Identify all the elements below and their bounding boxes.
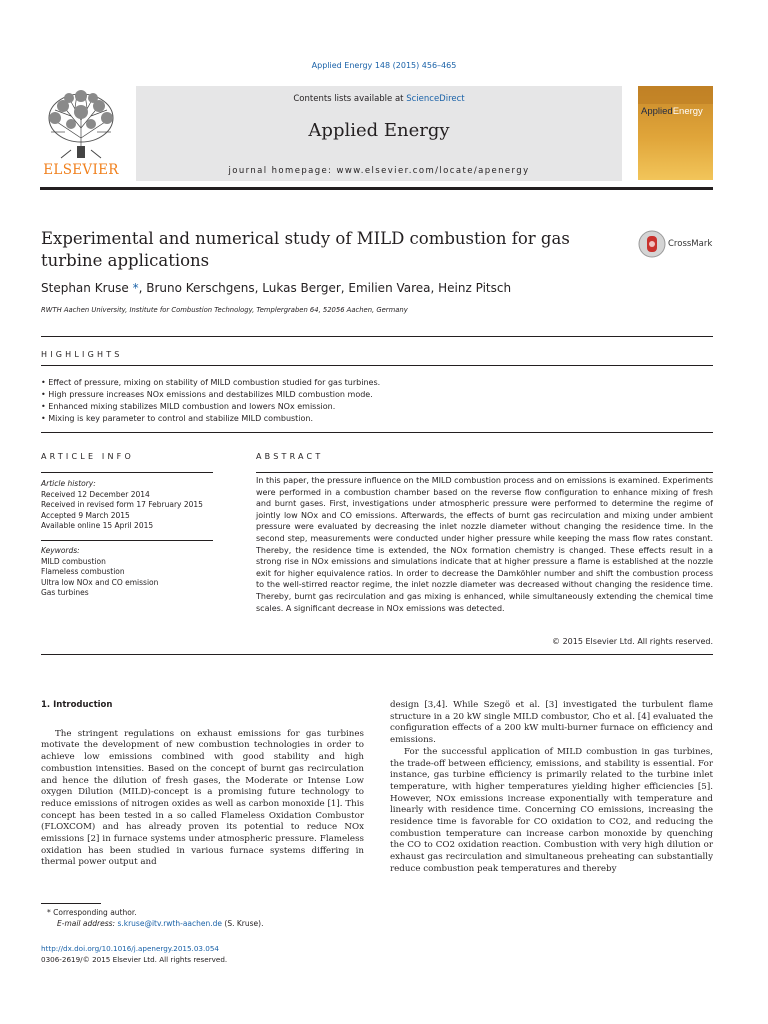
- issn-line: 0306-2619/© 2015 Elsevier Ltd. All rights reserved.: [41, 955, 228, 964]
- keywords-rule: [41, 540, 213, 541]
- doi-link[interactable]: http://dx.doi.org/10.1016/j.apenergy.2015.03.054: [41, 944, 219, 953]
- email-line: E-mail address: s.kruse@itv.rwth-aachen.de (S. Kruse).: [57, 919, 264, 928]
- highlights-rule-top: [41, 336, 713, 337]
- body-paragraph: design [3,4]. While Szegö et al. [3] investigated the turbulent flame structure in a 20 kW single MILD combustor, Cho et al. [4] evaluated the configuration effects of a 200 kW multi-burner furnace on efficiency and emissions.: [390, 700, 713, 746]
- email-link[interactable]: s.kruse@itv.rwth-aachen.de: [117, 919, 223, 928]
- highlights-list: [41, 377, 701, 425]
- highlights-heading: HIGHLIGHTS: [41, 350, 123, 359]
- abstract-heading: ABSTRACT: [256, 452, 324, 461]
- abstract-text: In this paper, the pressure influence on the MILD combustion process and on emissions is examined. Experiments were performed in a combustion chamber based on the reverse flow configuration to enhance mixing of fresh and burnt gases. First, investigations under atmospheric pressure were performed to determine the regime of jointly low NOx and CO emissions. Afterwards, the effects of burnt gas recirculation and mixing under ambient pressure were evaluated by decreasing the inlet nozzle diameter without changing the residence time. In the second step, measurements were conducted under higher pressure while keeping the mass flow rates constant. Thereby, the residence time is extended, the NOx formation chemistry is changed. These effects result in a strong rise in NOx emissions and simulations indicate that at higher pressure a flame is established at the nozzle exit for higher equivalence ratios. In order to decrease the Damköhler number and shift the combustion process to the well-stirred reactor regime, the inlet nozzle diameter was decreased without changing the residence time. Thereby, burnt gas recirculation and gas mixing is enhanced, while simultaneously extending the chemical time scales. A significant decrease in NOx emissions was detected.: [256, 476, 713, 613]
- journal-reference[interactable]: Applied Energy 148 (2015) 456–465: [311, 61, 457, 70]
- keyword-item: Ultra low NOx and CO emission: [41, 577, 159, 587]
- contents-line: [136, 94, 622, 104]
- sciencedirect-link[interactable]: ScienceDirect: [406, 94, 465, 104]
- journal-cover: [638, 86, 713, 180]
- keyword-item: MILD combustion: [41, 556, 106, 566]
- highlights-rule-mid: [41, 365, 713, 366]
- history-label: Article history:: [41, 479, 96, 488]
- crossmark-badge[interactable]: [638, 230, 718, 260]
- author-first: Stephan Kruse: [41, 281, 129, 295]
- footnote-rule: [41, 903, 101, 904]
- crossmark-icon: [638, 230, 666, 258]
- elsevier-logo: [41, 88, 121, 180]
- highlight-item: • Mixing is key parameter to control and stabilize MILD combustion.: [41, 414, 314, 423]
- abstract-copyright: © 2015 Elsevier Ltd. All rights reserved.: [552, 637, 713, 646]
- history-item: Received in revised form 17 February 2015: [41, 500, 203, 509]
- authors-rest: , Bruno Kerschgens, Lukas Berger, Emilien Varea, Heinz Pitsch: [138, 281, 512, 295]
- highlight-item: • High pressure increases NOx emissions and destabilizes MILD combustion mode.: [41, 390, 373, 399]
- affiliation: RWTH Aachen University, Institute for Combustion Technology, Templergraben 64, 52056 Aachen, Germany: [41, 306, 408, 314]
- article-info-heading: ARTICLE INFO: [41, 452, 134, 461]
- corresponding-author-mark[interactable]: *: [128, 281, 139, 295]
- abstract-rule: [256, 472, 713, 473]
- keywords: [41, 546, 213, 599]
- body-left-column: [41, 700, 364, 869]
- keyword-item: Gas turbines: [41, 588, 89, 597]
- keywords-label: Keywords:: [41, 546, 80, 555]
- article-history: [41, 479, 213, 532]
- keyword-item: Flameless combustion: [41, 567, 125, 576]
- highlights-rule-bottom: [41, 432, 713, 433]
- author-list: [41, 281, 661, 295]
- body-paragraph: The stringent regulations on exhaust emissions for gas turbines motivate the development of new combustion technologies in order to achieve low emissions combined with good stability and high combustion intensities. Based on the concept of burnt gas recirculation and hence the dilution of fresh gases, the Moderate or Intense Low oxygen Dilution (MILD)-concept is a promising future technology to reduce emissions of nitrogen oxides as well as carbon monoxide [1]. This concept has been tested in a so called Flameless Oxidation Combustor (FLOXCOM) and has already proven its potential to reduce NOx emissions [2] in furnace systems under atmospheric pressure. Flameless oxidation has been studied in various furnace systems differing in thermal power output and: [41, 728, 364, 868]
- article-title: Experimental and numerical study of MILD combustion for gas turbine applications: [41, 229, 570, 270]
- crossmark-label: CrossMark: [668, 239, 713, 249]
- history-item: Available online 15 April 2015: [41, 521, 154, 530]
- footnote: [41, 907, 361, 929]
- history-item: Accepted 9 March 2015: [41, 510, 130, 520]
- body-right-column: [390, 700, 713, 876]
- front-matter-rule: [41, 654, 713, 655]
- journal-homepage[interactable]: journal homepage: www.elsevier.com/locate/apenergy: [228, 166, 530, 176]
- history-item: Received 12 December 2014: [41, 489, 150, 499]
- cover-title: AppliedEnergy: [641, 106, 703, 117]
- header-rule: [40, 187, 713, 190]
- highlight-item: • Effect of pressure, mixing on stability of MILD combustion studied for gas turbines.: [41, 378, 381, 387]
- contents-prefix: Contents lists available at: [293, 94, 407, 104]
- article-info-rule: [41, 472, 213, 473]
- journal-cover-image: [638, 86, 713, 180]
- highlight-item: • Enhanced mixing stabilizes MILD combustion and lowers NOx emission.: [41, 402, 336, 411]
- journal-title: Applied Energy: [308, 120, 450, 141]
- section-heading: 1. Introduction: [41, 700, 113, 710]
- elsevier-wordmark: ELSEVIER: [43, 162, 119, 178]
- corresponding-author-note: * Corresponding author.: [47, 908, 137, 917]
- bottom-info: [41, 943, 361, 965]
- body-paragraph: For the successful application of MILD combustion in gas turbines, the trade-off between efficiency, emissions, and stability is essential. For instance, gas turbine efficiency is primarily related to the turbine inlet temperature, with higher temperatures yielding higher efficiencies [5]. However, NOx emissions increase exponentially with temperature and linearly with residence time. Concerning CO emissions, increasing the residence time is favorable for CO oxidation to CO2, and reducing the combustion temperature can increase carbon monoxide by quenching the CO to CO2 oxidation reaction. Combustion with very high dilution or exhaust gas recirculation and simultaneous preheating can substantially reduce combustion peak temperatures and thereby: [390, 746, 713, 874]
